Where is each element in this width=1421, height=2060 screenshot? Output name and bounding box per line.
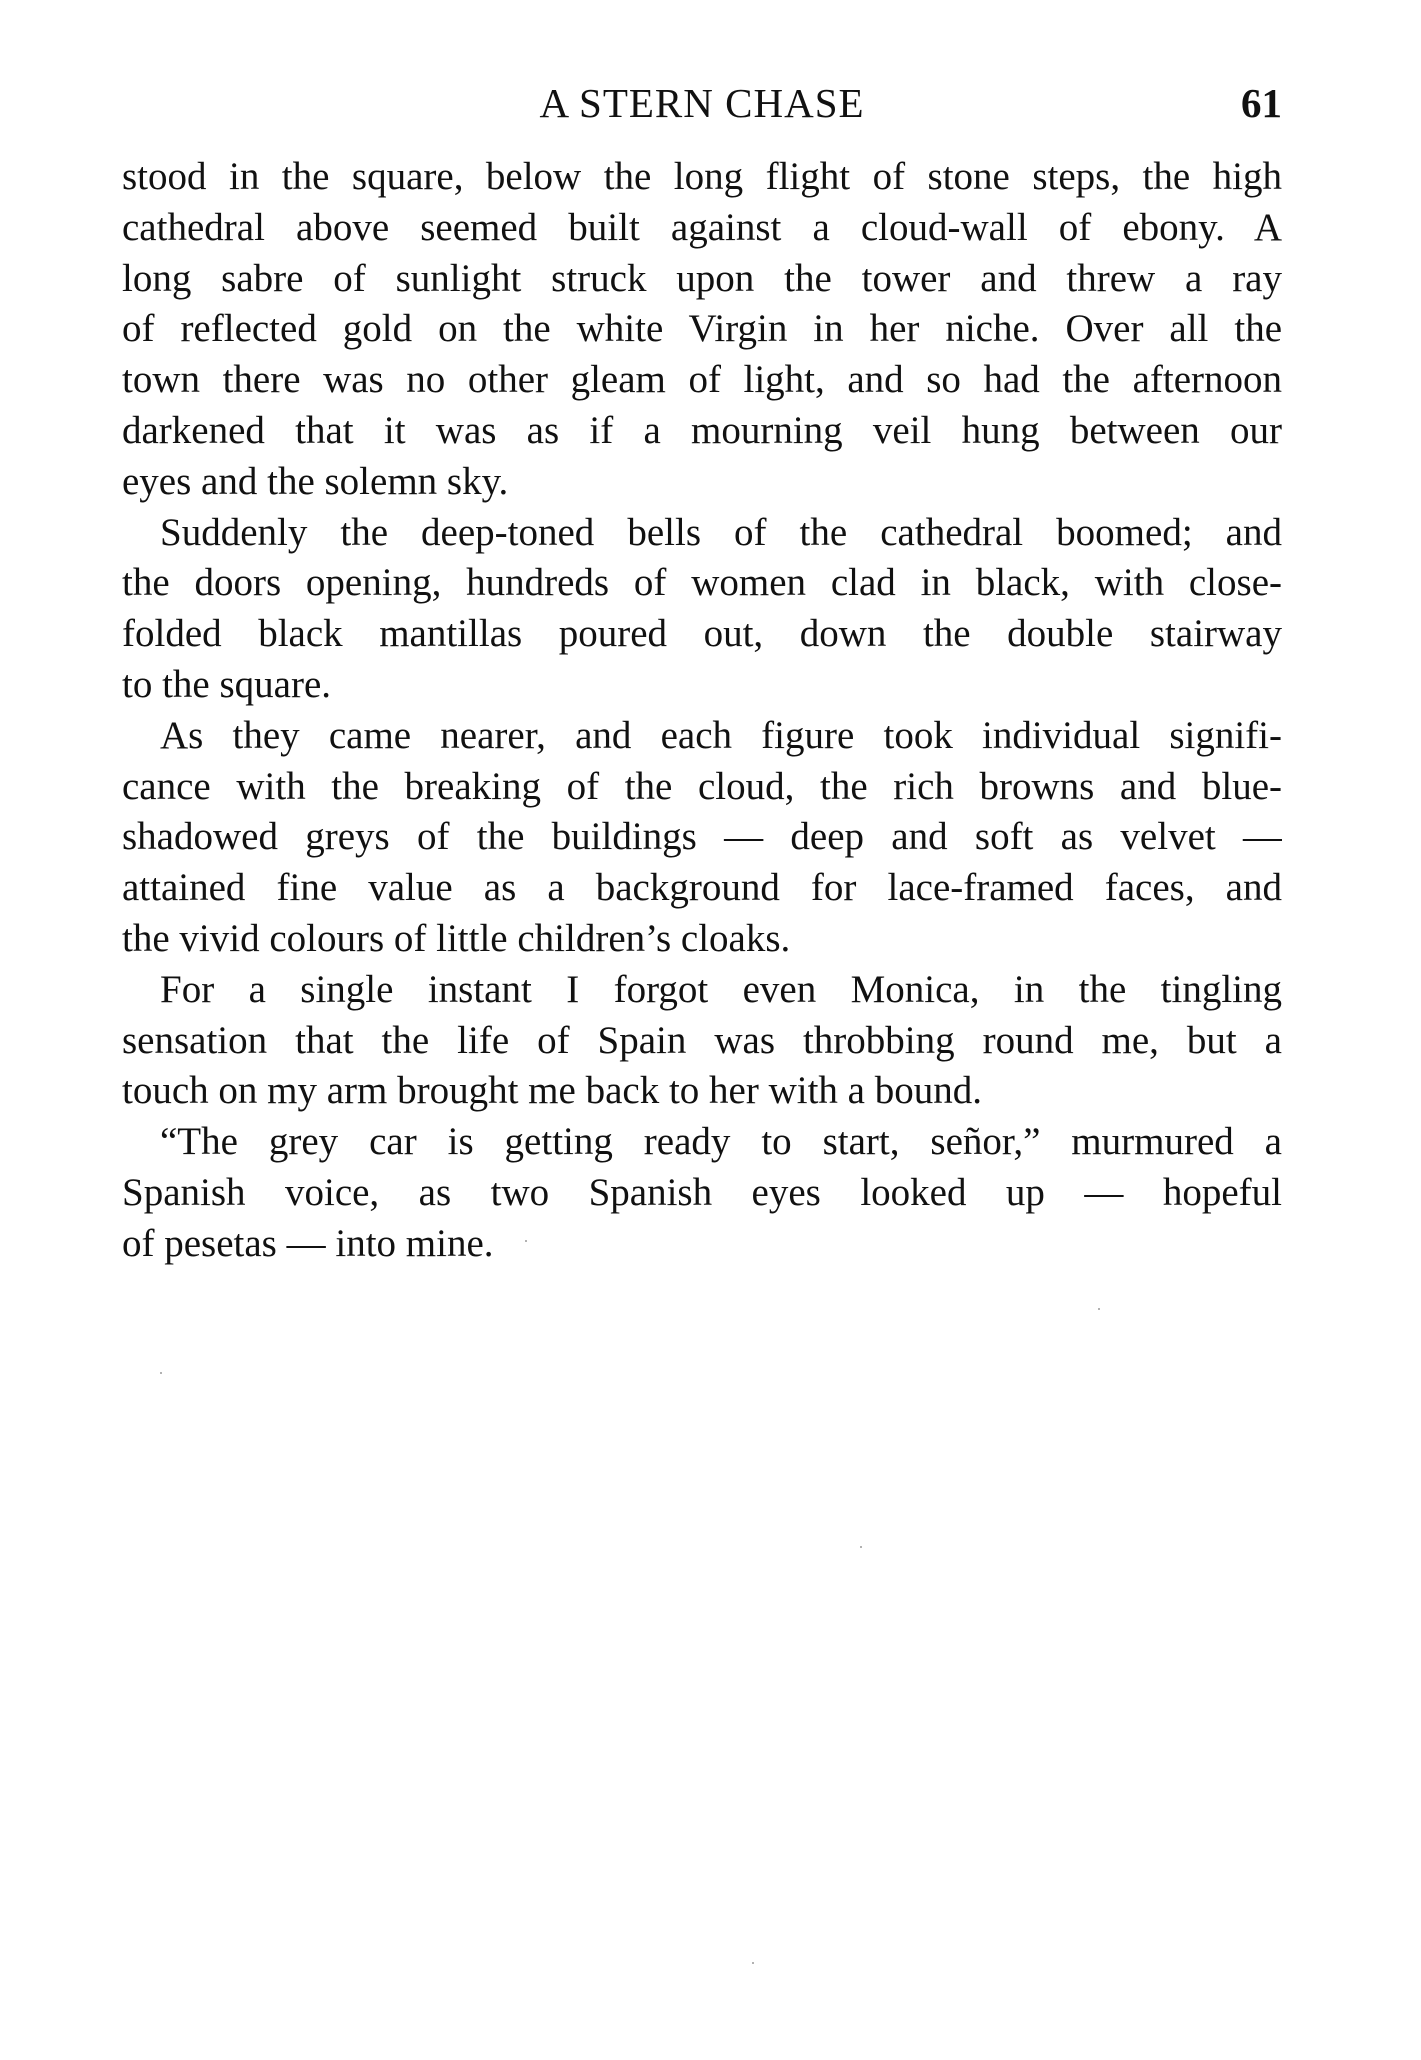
text-line: cance with the breaking of the cloud, the rich browns and blue-: [122, 764, 1282, 808]
paper-speck: [160, 1372, 162, 1374]
text-line: the vivid colours of little children’s cloaks.: [122, 916, 791, 960]
text-line: eyes and the solemn sky.: [122, 459, 509, 503]
text-line: folded black mantillas poured out, down the double stairway: [122, 612, 1282, 656]
paper-speck: [752, 1962, 754, 1964]
text-line: cathedral above seemed built against a cloud-wall of ebony. A: [122, 205, 1282, 249]
text-line: touch on my arm brought me back to her with a bound.: [122, 1069, 982, 1113]
text-line: of pesetas — into mine.: [122, 1221, 494, 1265]
text-line: stood in the square, below the long flight of stone steps, the high: [122, 155, 1282, 198]
body-text: [122, 152, 1282, 1270]
text-line: sensation that the life of Spain was throbbing round me, but a: [122, 1018, 1282, 1062]
text-line: shadowed greys of the buildings — deep and soft as velvet —: [122, 815, 1282, 859]
paper-speck: [1098, 1308, 1100, 1310]
text-line: the doors opening, hundreds of women clad in black, with close-: [122, 561, 1282, 605]
paragraph-start-line: For a single instant I forgot even Monica, in the tingling: [160, 967, 1282, 1011]
running-title: A STERN CHASE: [539, 80, 865, 126]
running-head: [122, 78, 1282, 128]
paragraph-start-line: As they came nearer, and each figure took individual signifi-: [160, 713, 1282, 757]
text-line: Spanish voice, as two Spanish eyes looked up — hopeful: [122, 1170, 1282, 1214]
text-line: attained fine value as a background for lace-framed faces, and: [122, 866, 1282, 910]
paragraph-start-line: “The grey car is getting ready to start, señor,” murmured a: [160, 1120, 1282, 1164]
text-line: town there was no other gleam of light, and so had the afternoon: [122, 358, 1282, 402]
paper-speck: [860, 1546, 862, 1548]
text-line: darkened that it was as if a mourning veil hung between our: [122, 408, 1282, 452]
paper-speck: [525, 1240, 527, 1242]
text-line: to the square.: [122, 662, 332, 706]
paragraph-start-line: Suddenly the deep-toned bells of the cathedral boomed; and: [160, 510, 1282, 554]
text-line: of reflected gold on the white Virgin in her niche. Over all the: [122, 307, 1282, 351]
page-number: 61: [1241, 80, 1282, 126]
text-line: long sabre of sunlight struck upon the tower and threw a ray: [122, 256, 1282, 300]
